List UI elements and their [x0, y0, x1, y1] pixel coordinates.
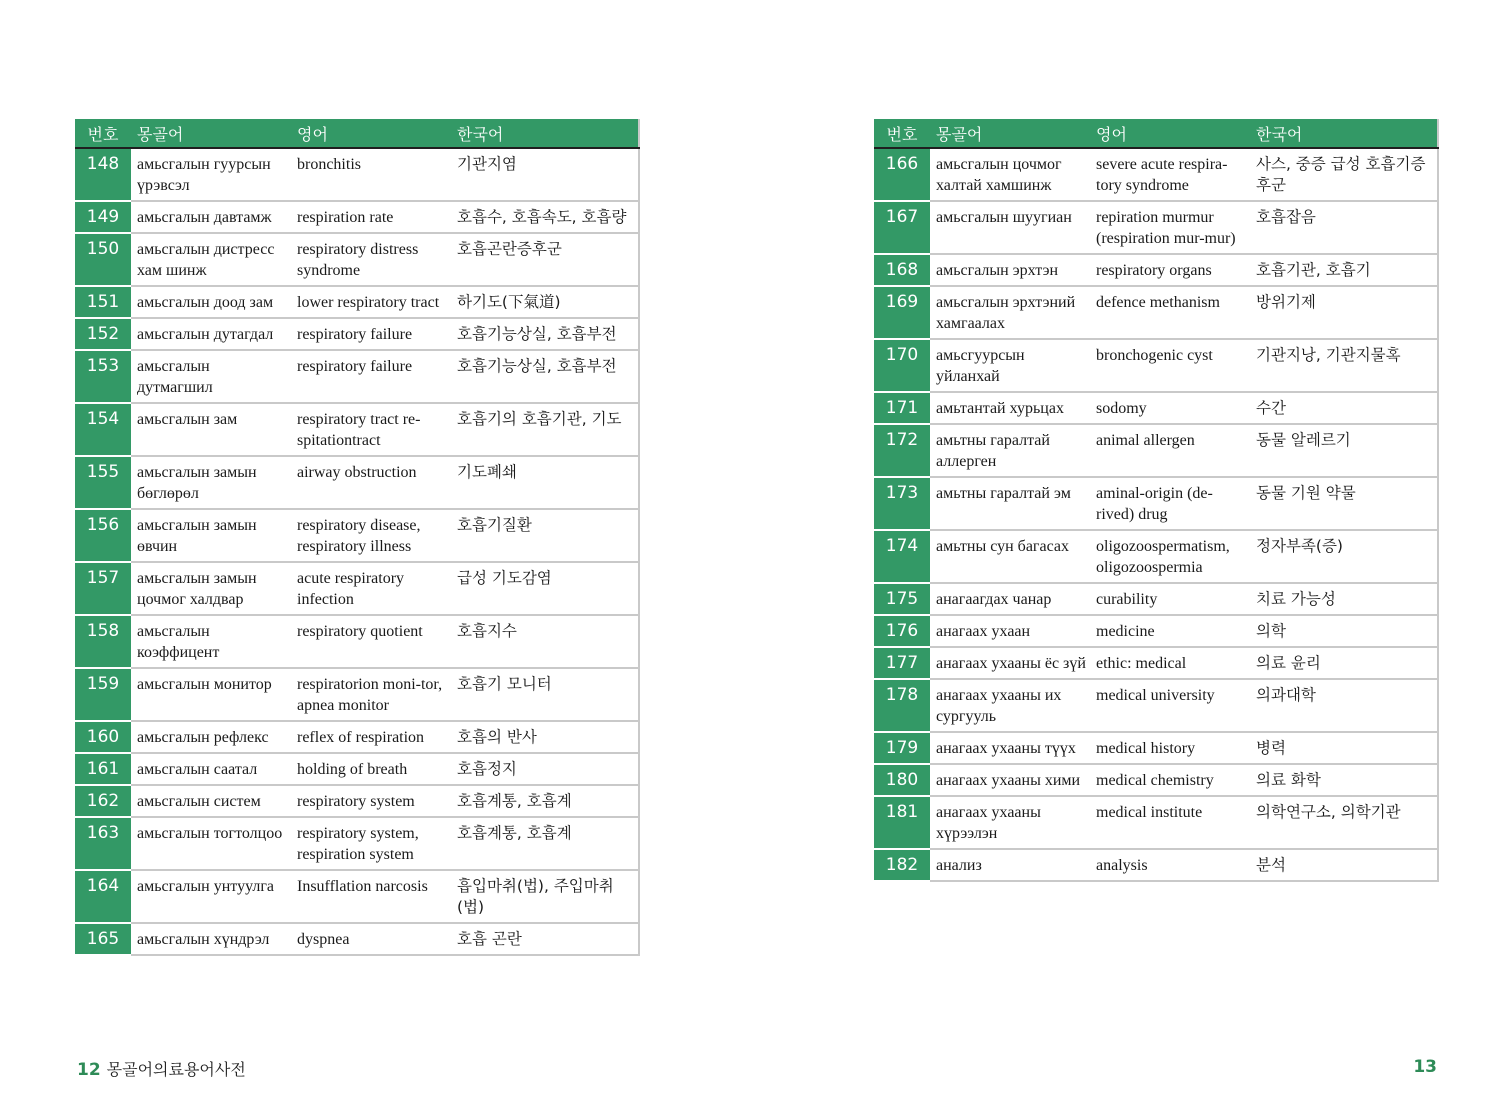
term-mongolian: анагаагдах чанар: [930, 583, 1090, 615]
term-number: 180: [874, 764, 930, 796]
term-korean: 동물 기원 약물: [1250, 477, 1438, 530]
table-row: [874, 796, 1438, 849]
term-english: bronchitis: [291, 148, 451, 201]
term-mongolian: анализ: [930, 849, 1090, 881]
term-mongolian: амьсгалын доод зам: [131, 286, 291, 318]
table-row: [75, 785, 639, 817]
table-row: [874, 392, 1438, 424]
header-english: 영어: [1090, 119, 1250, 148]
term-mongolian: анагаах ухааны хүрээлэн: [930, 796, 1090, 849]
term-korean: 호흡기질환: [451, 509, 639, 562]
table-row: [75, 753, 639, 785]
term-number: 148: [75, 148, 131, 201]
term-number: 175: [874, 583, 930, 615]
term-english: airway obstruction: [291, 456, 451, 509]
term-korean: 호흡정지: [451, 753, 639, 785]
term-number: 152: [75, 318, 131, 350]
table-row: [75, 817, 639, 870]
term-mongolian: амьсгалын хүндрэл: [131, 923, 291, 955]
term-mongolian: амьсгалын замын цочмог халдвар: [131, 562, 291, 615]
term-korean: 호흡기 모니터: [451, 668, 639, 721]
term-mongolian: амьсгалын замын бөглөрөл: [131, 456, 291, 509]
term-korean: 기도폐쇄: [451, 456, 639, 509]
term-english: aminal-origin (de-rived) drug: [1090, 477, 1250, 530]
term-mongolian: амьсгалын шуугиан: [930, 201, 1090, 254]
term-number: 149: [75, 201, 131, 233]
table-row: [874, 424, 1438, 477]
term-english: medical institute: [1090, 796, 1250, 849]
term-korean: 호흡 곤란: [451, 923, 639, 955]
term-english: respiratory tract re-spitationtract: [291, 403, 451, 456]
term-mongolian: амьсгалын гуурсын үрэвсэл: [131, 148, 291, 201]
footer-left: [77, 1057, 246, 1080]
table-row: [75, 318, 639, 350]
term-number: 165: [75, 923, 131, 955]
term-korean: 급성 기도감염: [451, 562, 639, 615]
term-korean: 의료 윤리: [1250, 647, 1438, 679]
term-english: reflex of respiration: [291, 721, 451, 753]
term-number: 178: [874, 679, 930, 732]
term-korean: 하기도(下氣道): [451, 286, 639, 318]
term-korean: 호흡잡음: [1250, 201, 1438, 254]
table-row: [75, 615, 639, 668]
header-number: 번호: [874, 119, 930, 148]
term-number: 176: [874, 615, 930, 647]
term-english: respiratory organs: [1090, 254, 1250, 286]
header-korean: 한국어: [451, 119, 639, 148]
term-english: defence methanism: [1090, 286, 1250, 339]
term-number: 177: [874, 647, 930, 679]
term-mongolian: амьсгалын эрхтэн: [930, 254, 1090, 286]
table-row: [75, 562, 639, 615]
term-number: 181: [874, 796, 930, 849]
term-number: 167: [874, 201, 930, 254]
term-korean: 기관지낭, 기관지물혹: [1250, 339, 1438, 392]
term-english: sodomy: [1090, 392, 1250, 424]
table-row: [75, 201, 639, 233]
term-mongolian: амьсгалын тогтолцоо: [131, 817, 291, 870]
term-number: 155: [75, 456, 131, 509]
term-mongolian: амьсгуурсын уйланхай: [930, 339, 1090, 392]
term-mongolian: амьтантай хурьцах: [930, 392, 1090, 424]
term-number: 171: [874, 392, 930, 424]
term-number: 174: [874, 530, 930, 583]
term-english: respiratory quotient: [291, 615, 451, 668]
term-korean: 병력: [1250, 732, 1438, 764]
term-korean: 호흡곤란증후군: [451, 233, 639, 286]
term-english: medical history: [1090, 732, 1250, 764]
term-korean: 치료 가능성: [1250, 583, 1438, 615]
term-mongolian: амьсгалын дистресс хам шинж: [131, 233, 291, 286]
table-row: [874, 339, 1438, 392]
term-english: animal allergen: [1090, 424, 1250, 477]
term-number: 162: [75, 785, 131, 817]
term-korean: 호흡기관, 호흡기: [1250, 254, 1438, 286]
term-number: 170: [874, 339, 930, 392]
term-mongolian: анагаах ухааны ёс зүй: [930, 647, 1090, 679]
term-number: 169: [874, 286, 930, 339]
header-number: 번호: [75, 119, 131, 148]
term-number: 156: [75, 509, 131, 562]
term-mongolian: анагаах ухааны хими: [930, 764, 1090, 796]
table-row: [75, 350, 639, 403]
term-english: dyspnea: [291, 923, 451, 955]
term-number: 166: [874, 148, 930, 201]
term-korean: 호흡기능상실, 호흡부전: [451, 318, 639, 350]
term-mongolian: амьсгалын рефлекс: [131, 721, 291, 753]
term-mongolian: амьсгалын саатал: [131, 753, 291, 785]
term-english: respiration rate: [291, 201, 451, 233]
header-mongolian: 몽골어: [131, 119, 291, 148]
term-number: 154: [75, 403, 131, 456]
table-row: [874, 148, 1438, 201]
term-mongolian: анагаах ухаан: [930, 615, 1090, 647]
term-korean: 기관지염: [451, 148, 639, 201]
term-english: repiration murmur (respiration mur-mur): [1090, 201, 1250, 254]
table-row: [75, 456, 639, 509]
term-mongolian: амьсгалын дутмагшил: [131, 350, 291, 403]
term-number: 168: [874, 254, 930, 286]
header-mongolian: 몽골어: [930, 119, 1090, 148]
term-number: 161: [75, 753, 131, 785]
term-english: holding of breath: [291, 753, 451, 785]
term-mongolian: амьсгалын дутагдал: [131, 318, 291, 350]
term-mongolian: анагаах ухааны их сургууль: [930, 679, 1090, 732]
term-korean: 동물 알레르기: [1250, 424, 1438, 477]
term-english: respiratory failure: [291, 318, 451, 350]
term-english: medical university: [1090, 679, 1250, 732]
table-row: [874, 530, 1438, 583]
table-row: [874, 201, 1438, 254]
term-korean: 의과대학: [1250, 679, 1438, 732]
term-number: 151: [75, 286, 131, 318]
table-header-row: [874, 119, 1438, 148]
term-english: oligozoospermatism, oligozoospermia: [1090, 530, 1250, 583]
term-english: respiratory distress syndrome: [291, 233, 451, 286]
book-title: 몽골어의료용어사전: [106, 1060, 246, 1079]
term-number: 159: [75, 668, 131, 721]
term-mongolian: амьсгалын монитор: [131, 668, 291, 721]
term-english: respiratory failure: [291, 350, 451, 403]
term-number: 158: [75, 615, 131, 668]
term-mongolian: амьсгалын эрхтэний хамгаалах: [930, 286, 1090, 339]
table-row: [874, 849, 1438, 881]
table-row: [874, 679, 1438, 732]
term-english: medical chemistry: [1090, 764, 1250, 796]
term-korean: 호흡지수: [451, 615, 639, 668]
term-korean: 호흡수, 호흡속도, 호흡량: [451, 201, 639, 233]
term-number: 179: [874, 732, 930, 764]
term-number: 157: [75, 562, 131, 615]
table-row: [874, 647, 1438, 679]
table-row: [75, 870, 639, 923]
term-mongolian: амьтны сун багасах: [930, 530, 1090, 583]
term-number: 164: [75, 870, 131, 923]
table-row: [75, 509, 639, 562]
table-row: [75, 403, 639, 456]
term-english: respiratory system, respiration system: [291, 817, 451, 870]
header-english: 영어: [291, 119, 451, 148]
term-english: ethic: medical: [1090, 647, 1250, 679]
term-mongolian: анагаах ухааны түүх: [930, 732, 1090, 764]
table-row: [75, 233, 639, 286]
term-english: respiratorion moni-tor, apnea monitor: [291, 668, 451, 721]
term-number: 153: [75, 350, 131, 403]
term-english: medicine: [1090, 615, 1250, 647]
term-korean: 수간: [1250, 392, 1438, 424]
table-row: [75, 923, 639, 955]
term-english: analysis: [1090, 849, 1250, 881]
term-mongolian: амьсгалын систем: [131, 785, 291, 817]
term-english: respiratory disease, respiratory illness: [291, 509, 451, 562]
term-english: Insufflation narcosis: [291, 870, 451, 923]
header-korean: 한국어: [1250, 119, 1438, 148]
term-number: 182: [874, 849, 930, 881]
term-mongolian: амьсгалын давтамж: [131, 201, 291, 233]
term-korean: 호흡기의 호흡기관, 기도: [451, 403, 639, 456]
term-number: 150: [75, 233, 131, 286]
term-mongolian: амьсгалын цочмог халтай хамшинж: [930, 148, 1090, 201]
table-row: [874, 615, 1438, 647]
table-row: [75, 721, 639, 753]
table-row: [874, 764, 1438, 796]
term-korean: 방위기제: [1250, 286, 1438, 339]
term-korean: 호흡기능상실, 호흡부전: [451, 350, 639, 403]
table-row: [874, 254, 1438, 286]
term-table-left: [75, 119, 640, 956]
term-korean: 의학연구소, 의학기관: [1250, 796, 1438, 849]
term-number: 172: [874, 424, 930, 477]
term-mongolian: амьсгалын замын өвчин: [131, 509, 291, 562]
page-number-left: 12: [77, 1060, 101, 1080]
table-row: [874, 286, 1438, 339]
term-english: curability: [1090, 583, 1250, 615]
term-mongolian: амьтны гаралтай эм: [930, 477, 1090, 530]
table-row: [874, 477, 1438, 530]
term-korean: 호흡의 반사: [451, 721, 639, 753]
term-english: acute respiratory infection: [291, 562, 451, 615]
term-korean: 정자부족(증): [1250, 530, 1438, 583]
term-english: bronchogenic cyst: [1090, 339, 1250, 392]
term-korean: 분석: [1250, 849, 1438, 881]
term-english: respiratory system: [291, 785, 451, 817]
table-row: [75, 668, 639, 721]
term-mongolian: амьсгалын зам: [131, 403, 291, 456]
term-korean: 의료 화학: [1250, 764, 1438, 796]
term-mongolian: амьсгалын унтуулга: [131, 870, 291, 923]
table-row: [75, 148, 639, 201]
term-number: 160: [75, 721, 131, 753]
term-korean: 사스, 중증 급성 호흡기증후군: [1250, 148, 1438, 201]
term-korean: 흡입마취(법), 주입마취(법): [451, 870, 639, 923]
term-korean: 호흡계통, 호흡계: [451, 817, 639, 870]
term-korean: 호흡계통, 호흡계: [451, 785, 639, 817]
term-english: lower respiratory tract: [291, 286, 451, 318]
term-korean: 의학: [1250, 615, 1438, 647]
table-row: [874, 732, 1438, 764]
term-number: 173: [874, 477, 930, 530]
term-number: 163: [75, 817, 131, 870]
page-number-right: 13: [1413, 1057, 1437, 1077]
term-table-right: [874, 119, 1439, 882]
table-row: [75, 286, 639, 318]
table-row: [874, 583, 1438, 615]
term-english: severe acute respira-tory syndrome: [1090, 148, 1250, 201]
term-mongolian: амьтны гаралтай аллерген: [930, 424, 1090, 477]
term-mongolian: амьсгалын коэффицент: [131, 615, 291, 668]
table-header-row: [75, 119, 639, 148]
